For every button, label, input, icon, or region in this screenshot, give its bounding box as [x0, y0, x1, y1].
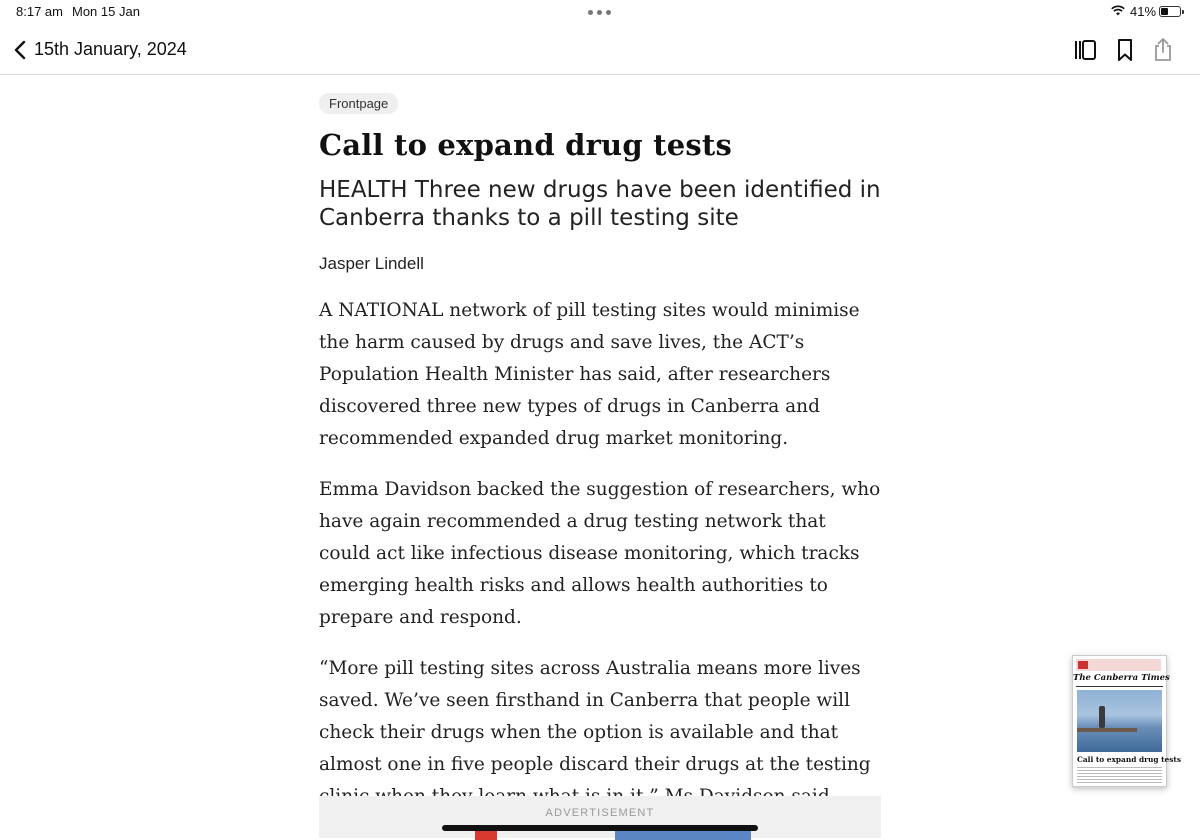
- article-paragraph: A NATIONAL network of pill testing sites would minimise the harm caused by drugs and save lives, the ACT’s Population Health Minister has said, after researchers discovered three new types of drugs in Canberra and recommended expanded drug market monitoring.: [319, 300, 860, 449]
- home-indicator[interactable]: [442, 825, 758, 831]
- thumbnail-masthead: The Canberra Times: [1073, 673, 1170, 683]
- bookmark-icon[interactable]: [1112, 37, 1138, 63]
- status-bar: [0, 0, 1200, 24]
- multitasking-dots-icon[interactable]: [588, 10, 611, 15]
- battery-percent: 41%: [1130, 4, 1157, 19]
- article-paragraph: Emma Davidson backed the suggestion of researchers, who have again recommended a drug testing network that could act like infectious disease monitoring, which tracks emerging health risks and allows health authorities to prepare and respond.: [319, 479, 881, 628]
- thumbnail-text-lines: [1077, 767, 1162, 783]
- article: [319, 93, 881, 813]
- article-standfirst: HEALTH Three new drugs have been identified in Canberra thanks to a pill testing site: [319, 177, 881, 231]
- share-icon[interactable]: [1150, 37, 1176, 63]
- battery-icon: [1159, 6, 1181, 17]
- article-paragraph: “More pill testing sites across Australia means more lives saved. We’ve seen firsthand in Canberra that people will check their drugs when the option is available and that almost one in five people discard their drugs at the testing: [319, 658, 871, 775]
- ad-image: [615, 830, 751, 840]
- back-chevron-icon[interactable]: [10, 38, 32, 62]
- newspaper-page-thumbnail[interactable]: [1072, 655, 1181, 787]
- battery-fill: [1161, 8, 1168, 15]
- article-body: [319, 295, 881, 813]
- thumbnail-headline: Call to expand drug tests: [1077, 755, 1181, 764]
- article-byline: Jasper Lindell: [319, 254, 424, 273]
- status-date: Mon 15 Jan: [72, 4, 140, 19]
- thumbnail-banner: [1076, 659, 1161, 671]
- section-tag[interactable]: Frontpage: [319, 93, 398, 114]
- status-time: 8:17 am: [16, 4, 63, 19]
- ad-image: [475, 830, 497, 840]
- edition-date-title[interactable]: 15th January, 2024: [34, 39, 187, 59]
- navigation-bar: [0, 26, 1200, 75]
- sections-icon[interactable]: [1072, 37, 1098, 63]
- wifi-icon: [1111, 5, 1125, 16]
- advertisement[interactable]: [319, 796, 881, 838]
- advertisement-label: ADVERTISEMENT: [545, 807, 655, 819]
- article-headline: Call to expand drug tests: [319, 128, 733, 162]
- thumbnail-photo: [1077, 690, 1162, 752]
